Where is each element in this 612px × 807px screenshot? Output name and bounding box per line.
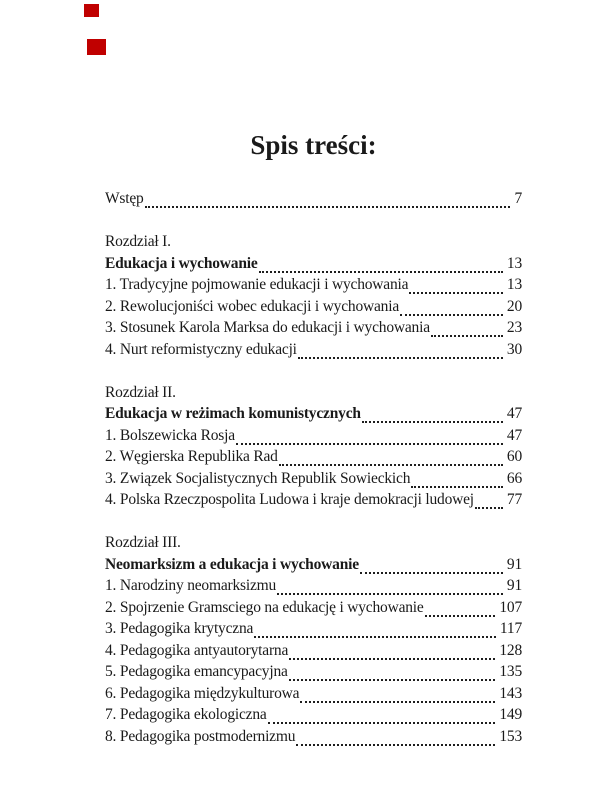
dot-leader [298,341,503,359]
dot-leader [411,470,503,488]
toc-entry-page: 23 [506,319,522,336]
chapter-title-page: 91 [506,555,522,573]
toc-entry-intro [105,190,522,212]
toc-entry [105,599,522,621]
toc-entry-label: 3. Związek Socjalistycznych Republik Sowieckich [105,469,411,487]
toc-entry-label: 1. Narodziny neomarksizmu [105,577,277,594]
toc-entry [105,642,522,664]
dot-leader [400,298,503,316]
dot-leader [409,276,503,294]
chapter-items [105,276,522,362]
chapter-title-row [105,255,522,277]
dot-leader [277,577,503,595]
toc-entry-label: 1. Tradycyjne pojmowanie edukacji i wychowania [105,276,409,293]
toc-entry-page: 7 [514,190,522,207]
chapter-title-row [105,556,522,578]
chapter-title-label: Neomarksizm a edukacja i wychowanie [105,555,359,573]
toc-entry-label: 4. Pedagogika antyautorytarna [105,641,289,659]
chapter-heading-row [105,534,522,556]
toc-entry-label: 6. Pedagogika międzykulturowa [105,684,300,702]
toc-entry [105,298,522,320]
toc-entry [105,276,522,298]
toc-entry-page: 149 [499,706,522,723]
toc-entry-page: 20 [506,297,522,315]
toc-entry-label: 3. Pedagogika krytyczna [105,620,254,637]
toc-entry-label: 5. Pedagogika emancypacyjna [105,663,288,680]
dot-leader [259,255,503,273]
toc-entry [105,341,522,363]
toc-entry-label: 2. Węgierska Republika Rad [105,448,278,465]
dot-leader [289,642,495,660]
dot-leader [362,405,503,423]
chapter-heading: Rozdział I. [105,233,171,250]
chapter-title-label: Edukacja w reżimach komunistycznych [105,405,361,422]
dot-leader [475,491,503,509]
chapter-block [105,534,522,749]
toc-entry [105,620,522,642]
chapter-title-page: 47 [506,405,522,422]
dot-leader [360,556,503,574]
toc-entry [105,491,522,513]
toc-entry-page: 135 [499,663,522,680]
dot-leader [254,620,496,638]
red-stamp-mark-bottom [87,39,106,55]
chapter-heading-row [105,384,522,406]
toc-entry-label: Wstęp [105,190,144,207]
dot-leader [425,599,496,617]
toc-entry-page: 107 [499,598,522,616]
toc-entry-page: 117 [499,620,522,637]
page-title: Spis treści: [250,130,377,160]
dot-leader [145,190,511,208]
toc-entry-label: 3. Stosunek Karola Marksa do edukacji i wychowania [105,319,430,336]
toc-entry-page: 128 [499,641,522,659]
table-of-contents [105,190,522,749]
toc-entry-page: 66 [506,469,522,487]
toc-entry-page: 91 [506,577,522,594]
toc-entry [105,470,522,492]
chapter-heading-row [105,233,522,255]
toc-entry-page: 143 [499,684,522,702]
dot-leader [268,706,496,724]
toc-entry [105,685,522,707]
toc-entry-page: 13 [506,276,522,293]
chapter-heading: Rozdział III. [105,534,181,551]
chapter-title-page: 13 [506,254,522,272]
dot-leader [300,685,495,703]
toc-entry-label: 2. Spojrzenie Gramsciego na edukację i wychowanie [105,598,424,616]
toc-entry [105,427,522,449]
toc-entry-label: 1. Bolszewicka Rosja [105,426,235,444]
toc-entry-page: 60 [506,448,522,465]
dot-leader [296,728,495,746]
dot-leader [279,448,503,466]
toc-entry [105,706,522,728]
toc-entry-page: 153 [499,727,522,745]
dot-leader [431,319,503,337]
toc-entry-label: 4. Nurt reformistyczny edukacji [105,340,297,358]
chapter-title-label: Edukacja i wychowanie [105,254,258,272]
toc-entry [105,319,522,341]
chapter-items [105,577,522,749]
red-stamp-mark-top [84,4,99,17]
toc-entry-page: 30 [506,340,522,358]
toc-entry-label: 4. Polska Rzeczpospolita Ludowa i kraje demokracji ludowej [105,491,474,508]
chapter-block [105,233,522,362]
chapters [105,233,522,749]
toc-entry [105,577,522,599]
toc-entry-page: 77 [506,491,522,508]
dot-leader [236,427,503,445]
chapter-block [105,384,522,513]
toc-entry-label: 2. Rewolucjoniści wobec edukacji i wychowania [105,297,400,315]
toc-entry [105,663,522,685]
chapter-items [105,427,522,513]
chapter-heading: Rozdział II. [105,383,176,401]
toc-entry-label: 7. Pedagogika ekologiczna [105,706,267,723]
toc-entry [105,448,522,470]
toc-entry-page: 47 [506,426,522,444]
chapter-title-row [105,405,522,427]
dot-leader [289,663,496,681]
toc-entry-label: 8. Pedagogika postmodernizmu [105,727,296,745]
toc-entry [105,728,522,750]
